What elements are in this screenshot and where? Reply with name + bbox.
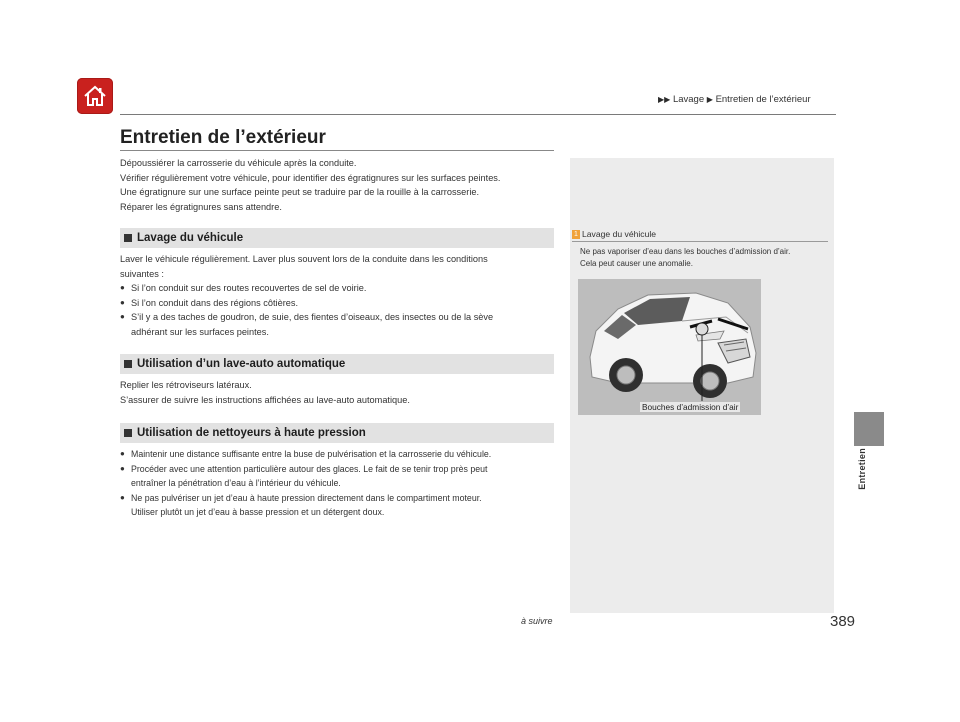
- intro-line: Dépoussiérer la carrosserie du véhicule après la conduite.: [120, 158, 357, 168]
- home-icon: [82, 84, 108, 108]
- sidebar-divider: [572, 241, 828, 242]
- intro-line: Une égratignure sur une surface peinte peut se traduire par de la rouille à la carrosserie.: [120, 187, 480, 197]
- breadcrumb: [658, 94, 811, 105]
- image-caption: Bouches d’admission d’air: [642, 402, 739, 412]
- sidebar-note-text: [580, 246, 790, 270]
- list-item: ● S’il y a des taches de goudron, de suie, des fientes d’oiseaux, des insectes ou de la sève adhérant sur les surfaces peintes.: [120, 310, 560, 339]
- breadcrumb-arrow-icon: ▶: [706, 95, 713, 104]
- intro-line: Réparer les égratignures sans attendre.: [120, 201, 282, 212]
- square-bullet-icon: [124, 360, 132, 368]
- breadcrumb-item-lavage[interactable]: Lavage: [672, 94, 705, 105]
- section-heading-lave-auto: [120, 354, 554, 374]
- section-heading-text: Utilisation d’un lave-auto automatique: [137, 358, 346, 370]
- intro-line: Vérifier régulièrement votre véhicule, pour identifier des égratignures sur les surfaces peintes.: [120, 172, 501, 183]
- car-illustration: [578, 279, 761, 415]
- section-heading-text: Lavage du véhicule: [137, 232, 244, 244]
- section-heading-haute-pression: [120, 423, 554, 443]
- section-body-haute-pression: [120, 447, 560, 520]
- continued-label: à suivre: [521, 616, 553, 626]
- sidebar-note-title[interactable]: Lavage du véhicule: [582, 229, 657, 239]
- list-item: ● Si l’on conduit sur des routes recouvertes de sel de voirie.: [120, 281, 560, 296]
- section-body-lavage: [120, 252, 560, 339]
- list-item: ● Procéder avec une attention particulière autour des glaces. Le fait de se tenir trop près peut entraîner la pénétration d’eau à l’intérieur du véhicule.: [120, 462, 560, 491]
- paragraph-line: S’assurer de suivre les instructions affichées au lave-auto automatique.: [120, 394, 410, 405]
- section-body-lave-auto: [120, 378, 560, 407]
- note-line: Ne pas vaporiser d’eau dans les bouches d’admission d’air.: [580, 247, 791, 256]
- bullet-list: [120, 281, 560, 339]
- title-divider: [120, 150, 554, 151]
- bullet-list: [120, 447, 560, 520]
- note-number-badge: 1: [572, 230, 580, 239]
- breadcrumb-item-current: Entretien de l’extérieur: [715, 94, 811, 105]
- paragraph-line: Laver le véhicule régulièrement. Laver plus souvent lors de la conduite dans les conditions: [120, 254, 488, 264]
- paragraph-line: suivantes :: [120, 268, 164, 279]
- section-heading-text: Utilisation de nettoyeurs à haute pression: [137, 427, 366, 439]
- list-item: ● Ne pas pulvériser un jet d’eau à haute pression directement dans le compartiment moteur. Utiliser plutôt un jet d’eau à basse pression et un détergent doux.: [120, 491, 560, 520]
- list-item: ● Si l’on conduit dans des régions côtières.: [120, 296, 560, 311]
- chapter-tab[interactable]: [854, 412, 884, 446]
- paragraph-line: Replier les rétroviseurs latéraux.: [120, 380, 252, 390]
- car-icon: [578, 279, 761, 415]
- sidebar-note-heading: [572, 229, 656, 239]
- square-bullet-icon: [124, 234, 132, 242]
- note-line: Cela peut causer une anomalie.: [580, 259, 693, 268]
- list-item: ● Maintenir une distance suffisante entre la buse de pulvérisation et la carrosserie du véhicule.: [120, 447, 560, 462]
- intro-text: [120, 156, 560, 214]
- page-title: Entretien de l’extérieur: [120, 127, 326, 148]
- section-heading-lavage: [120, 228, 554, 248]
- header-divider: [120, 114, 836, 115]
- square-bullet-icon: [124, 429, 132, 437]
- chapter-tab-label: Entretien: [857, 448, 867, 490]
- breadcrumb-arrow-icon: ▶▶: [658, 95, 671, 104]
- page-number: 389: [830, 613, 856, 630]
- home-button[interactable]: [77, 78, 113, 114]
